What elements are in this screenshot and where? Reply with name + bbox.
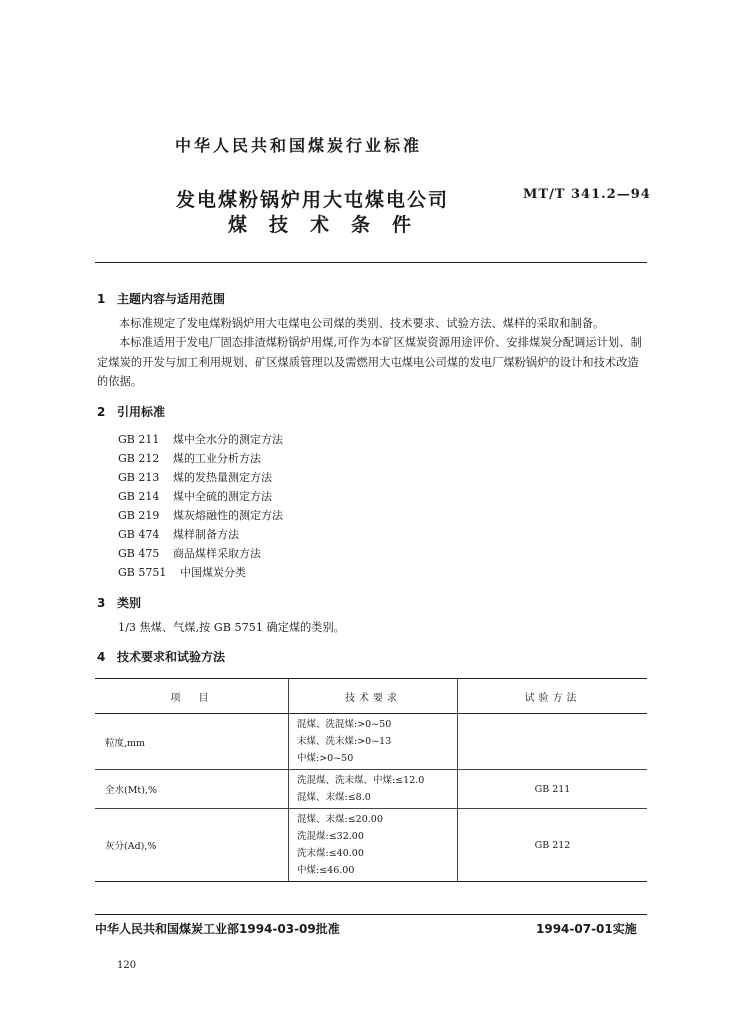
- header-rule: [95, 262, 647, 263]
- implementation-date: 1994-07-01实施: [536, 922, 637, 936]
- approval-line: 中华人民共和国煤炭工业部1994-03-09批准: [95, 922, 340, 936]
- page-number: 120: [117, 960, 137, 971]
- section-2-number: 2: [97, 405, 106, 419]
- table-header-row: [95, 679, 647, 714]
- row-requirements: 混煤、洗混煤:>0~50 末煤、洗末煤:>0~13 中煤:>0~50: [289, 714, 458, 770]
- section-1-number: 1: [97, 292, 106, 306]
- row-requirements: 混煤、末煤:≤20.00 洗混煤:≤32.00 洗末煤:≤40.00 中煤:≤46.00: [289, 809, 458, 882]
- reference-item: GB 212 煤的工业分析方法: [118, 452, 261, 465]
- document-title-line2: 煤技术条件: [228, 214, 434, 236]
- reference-item: GB 211 煤中全水分的测定方法: [118, 433, 283, 446]
- row-item-label: 粒度,mm: [95, 714, 289, 770]
- row-item-label: 全水(Mt),%: [95, 770, 289, 809]
- section-2-title: 引用标准: [117, 405, 166, 419]
- section-1-para2-text: 本标准适用于发电厂固态排渣煤粉锅炉用煤,可作为本矿区煤炭资源用途评价、安排煤炭分配调运计划、制定煤炭的开发与加工利用规划、矿区煤质管理以及需燃用大屯煤电公司煤的发电厂煤粉锅炉的设计和技术改造的依据。: [97, 336, 642, 388]
- footer-rule: [95, 914, 647, 915]
- section-2-heading: [97, 403, 165, 420]
- section-1-heading: [97, 290, 225, 307]
- row-item-label: 灰分(Ad),%: [95, 809, 289, 882]
- column-header-item: 项 目: [95, 679, 289, 714]
- row-test-method: GB 211: [458, 770, 648, 809]
- table-row: [95, 809, 647, 882]
- section-4-number: 4: [97, 650, 106, 664]
- standard-type: 中华人民共和国煤炭行业标准: [175, 136, 423, 155]
- reference-item: GB 475 商品煤样采取方法: [118, 547, 261, 560]
- row-requirements: 洗混煤、洗末煤、中煤:≤12.0 混煤、末煤:≤8.0: [289, 770, 458, 809]
- standard-code: MT/T 341.2—94: [523, 187, 651, 202]
- document-title-line1: 发电煤粉锅炉用大屯煤电公司: [176, 189, 450, 211]
- section-1-para1-text: 本标准规定了发电煤粉锅炉用大屯煤电公司煤的类别、技术要求、试验方法、煤样的采取和制备。: [119, 317, 605, 330]
- section-4-heading: [97, 648, 225, 665]
- section-1-paragraph-1: [97, 314, 649, 334]
- section-3-number: 3: [97, 596, 106, 610]
- section-1-paragraph-2: [97, 333, 649, 392]
- section-3-title: 类别: [117, 596, 142, 610]
- section-3-heading: [97, 594, 141, 611]
- table-row: [95, 714, 647, 770]
- section-4-title: 技术要求和试验方法: [117, 650, 226, 664]
- reference-item: GB 214 煤中全硫的测定方法: [118, 490, 272, 503]
- section-1-title: 主题内容与适用范围: [117, 292, 226, 306]
- column-header-method: 试验方法: [458, 679, 648, 714]
- column-header-requirement: 技术要求: [289, 679, 458, 714]
- reference-item: GB 474 煤样制备方法: [118, 528, 239, 541]
- row-test-method: GB 212: [458, 809, 648, 882]
- reference-item: GB 213 煤的发热量测定方法: [118, 471, 272, 484]
- row-test-method: [458, 714, 648, 770]
- reference-item: GB 219 煤灰熔融性的测定方法: [118, 509, 283, 522]
- section-3-paragraph: 1/3 焦煤、气煤,按 GB 5751 确定煤的类别。: [118, 621, 345, 634]
- table-row: [95, 770, 647, 809]
- technical-requirements-table: [95, 678, 647, 882]
- reference-item: GB 5751 中国煤炭分类: [118, 566, 246, 579]
